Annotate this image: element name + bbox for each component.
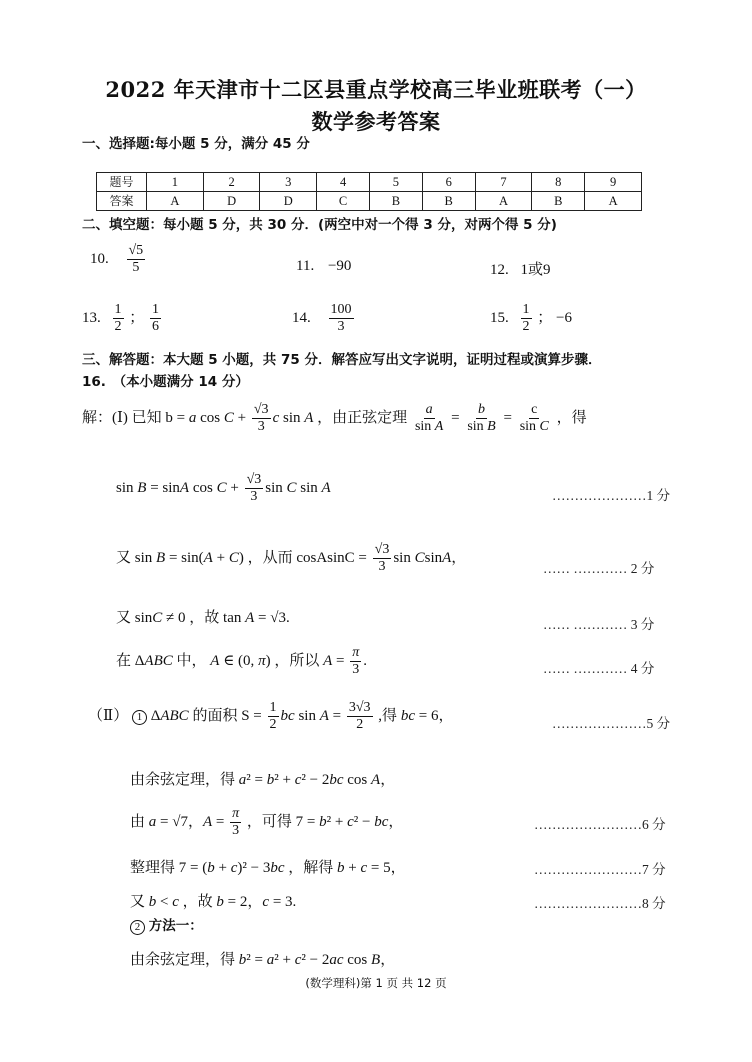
fraction-denominator: 2 <box>114 319 122 335</box>
separator: ； <box>129 310 145 327</box>
answer-10 <box>90 243 147 276</box>
answer-label: 10. <box>90 251 109 268</box>
solution-line-12 <box>130 948 395 969</box>
fraction-numerator: √5 <box>127 243 146 260</box>
answer-14 <box>292 302 356 335</box>
solution-text: ，由正弦定理 <box>317 410 408 427</box>
table-header-cell: 题号 <box>97 173 147 192</box>
table-cell: 4 <box>317 173 370 192</box>
solution-line-10 <box>130 890 296 911</box>
formula: ΔABC <box>134 653 173 670</box>
fraction-denominator: 3 <box>337 319 345 335</box>
solution-text: ，故 <box>189 610 220 626</box>
solution-line-6 <box>88 700 453 733</box>
table-cell: 2 <box>203 173 260 192</box>
answer-13 <box>82 302 163 335</box>
formula: A ∈ (0, π) <box>210 653 271 670</box>
table-cell: 7 <box>475 173 532 192</box>
answer-table <box>96 172 642 211</box>
solution-text: 中， <box>176 653 207 670</box>
score-marker: ……………………6 分 <box>534 817 666 832</box>
fraction-denominator: 5 <box>132 260 140 276</box>
table-cell: B <box>532 192 585 211</box>
table-cell: A <box>585 192 642 211</box>
formula: b = a cos C + $\frac{√3}{3}$ c sin A <box>165 402 314 435</box>
solution-line-11 <box>130 914 203 935</box>
table-cell: 8 <box>532 173 585 192</box>
solution-text: ，故 <box>182 894 213 910</box>
formula: b = 2，c = 3. <box>216 894 297 910</box>
solution-text: 又 <box>130 894 146 910</box>
fraction-denominator: 6 <box>152 319 160 335</box>
formula: sin B = sinA cos C + $\frac{√3}{3}$ sin C sin A <box>116 472 331 505</box>
table-cell: 6 <box>422 173 475 192</box>
formula: b² = a² + c² − 2ac cos B， <box>238 952 396 968</box>
formula: cosAsinC = $\frac{√3}{3}$ sin CsinA， <box>296 542 467 575</box>
fraction-numerator: 100 <box>329 302 354 319</box>
solution-text: 又 <box>116 610 132 626</box>
solution-text: 整理得 <box>130 860 176 876</box>
solution-line-1 <box>82 402 587 435</box>
section-solve-heading: 三、解答题：本大题 5 小题，共 75 分．解答应写出文字说明，证明过程或演算步骤． <box>82 352 602 368</box>
page-title: 2022 年天津市十二区县重点学校高三毕业班联考（一） <box>105 77 647 102</box>
score-marker: …… ………… 2 分 <box>543 561 655 576</box>
solution-text: （Ⅱ） <box>88 708 129 725</box>
answer-12 <box>490 258 551 279</box>
solution-text: 在 <box>116 653 132 670</box>
solution-text: ，从而 <box>247 550 293 567</box>
fraction-denominator: 2 <box>522 319 530 335</box>
answer-value: −6 <box>556 310 572 327</box>
table-cell: 9 <box>585 173 642 192</box>
table-cell: B <box>369 192 422 211</box>
fraction-numerator: 1 <box>150 302 161 319</box>
solution-text: 的面积 <box>192 708 238 725</box>
solution-line-2 <box>116 472 331 505</box>
table-row-answers <box>97 192 642 211</box>
answer-label: 12. <box>490 262 509 278</box>
answer-label: 14. <box>292 310 311 327</box>
table-cell: A <box>475 192 532 211</box>
formula: A = $\frac{\pi}{3}$ . <box>323 645 367 678</box>
section-choice-heading: 一、选择题:每小题 5 分，满分 45 分 <box>82 136 310 152</box>
fraction-numerator: 1 <box>113 302 124 319</box>
table-cell: B <box>422 192 475 211</box>
page-subtitle: 数学参考答案 <box>311 109 441 134</box>
solution-line-9 <box>130 856 406 877</box>
formula: 7 = (b + c)² − 3bc <box>178 860 285 876</box>
formula: b + c = 5， <box>337 860 406 876</box>
answer-value: −90 <box>327 258 352 274</box>
page-footer: (数学理科)第 1 页 共 12 页 <box>305 976 447 990</box>
formula: 7 = b² + c² − bc， <box>295 814 404 831</box>
formula: a = √7，A = $\frac{\pi}{3}$ <box>148 806 240 839</box>
question-16-heading: 16. （本小题满分 14 分） <box>82 374 249 390</box>
solution-text: ,得 <box>378 708 398 725</box>
fraction-numerator: 1 <box>521 302 532 319</box>
table-cell: 1 <box>147 173 204 192</box>
formula: b < c <box>148 894 179 910</box>
solution-text: ，可得 <box>246 814 292 831</box>
solution-text: ，得 <box>556 410 587 427</box>
table-cell: 5 <box>369 173 422 192</box>
table-row-numbers <box>97 173 642 192</box>
score-marker: ……………………8 分 <box>534 896 666 911</box>
separator: ； <box>537 310 553 327</box>
solution-line-8 <box>130 806 403 839</box>
answer-15 <box>490 302 572 335</box>
table-cell: D <box>260 192 317 211</box>
solution-text: ，所以 <box>274 653 320 670</box>
table-cell: D <box>203 192 260 211</box>
solution-text: ，解得 <box>288 860 334 876</box>
table-cell: C <box>317 192 370 211</box>
answer-label: 13. <box>82 310 101 327</box>
solution-line-7 <box>130 768 395 789</box>
formula: ΔABC <box>150 708 189 725</box>
score-marker: …………………1 分 <box>552 488 671 503</box>
method-heading: 方法一： <box>148 918 203 934</box>
formula: a² = b² + c² − 2bc cos A， <box>238 772 396 788</box>
formula: S = $\frac{1}{2}$ bc sin A = $\frac{3√3}{2}$ <box>241 700 371 733</box>
section-fill-heading: 二、填空题：每小题 5 分，共 30 分．(两空中对一个得 3 分，对两个得 5 分) <box>82 217 557 233</box>
circled-number: 1 <box>132 710 147 725</box>
solution-text: 由余弦定理，得 <box>130 952 236 968</box>
solution-line-4 <box>116 606 290 627</box>
formula: sin B = sin(A + C) <box>134 550 244 567</box>
solution-text: 由 <box>130 814 146 831</box>
solution-text: 解：(Ⅰ) 已知 <box>82 410 162 427</box>
formula: tan A = √3. <box>223 610 290 626</box>
answer-label: 15. <box>490 310 509 327</box>
score-marker: …… ………… 3 分 <box>543 617 655 632</box>
answer-label: 11. <box>296 258 315 274</box>
table-header-cell: 答案 <box>97 192 147 211</box>
formula: $\frac{a}{\text{sin A}}$ = $\frac{b}{\text{sin B}}$ = $\frac{c}{\text{sin C}}$ <box>414 402 549 435</box>
solution-text: 又 <box>116 550 132 567</box>
score-marker: ……………………7 分 <box>534 862 666 877</box>
table-cell: 3 <box>260 173 317 192</box>
formula: bc = 6， <box>400 708 454 725</box>
table-cell: A <box>147 192 204 211</box>
answer-value: 1或9 <box>520 262 551 278</box>
circled-number: 2 <box>130 920 145 935</box>
solution-text: 由余弦定理，得 <box>130 772 236 788</box>
solution-line-3 <box>116 542 466 575</box>
answer-11 <box>296 258 351 275</box>
score-marker: …………………5 分 <box>552 716 671 731</box>
formula: sinC ≠ 0 <box>134 610 186 626</box>
score-marker: …… ………… 4 分 <box>543 661 655 676</box>
solution-line-5 <box>116 645 367 678</box>
